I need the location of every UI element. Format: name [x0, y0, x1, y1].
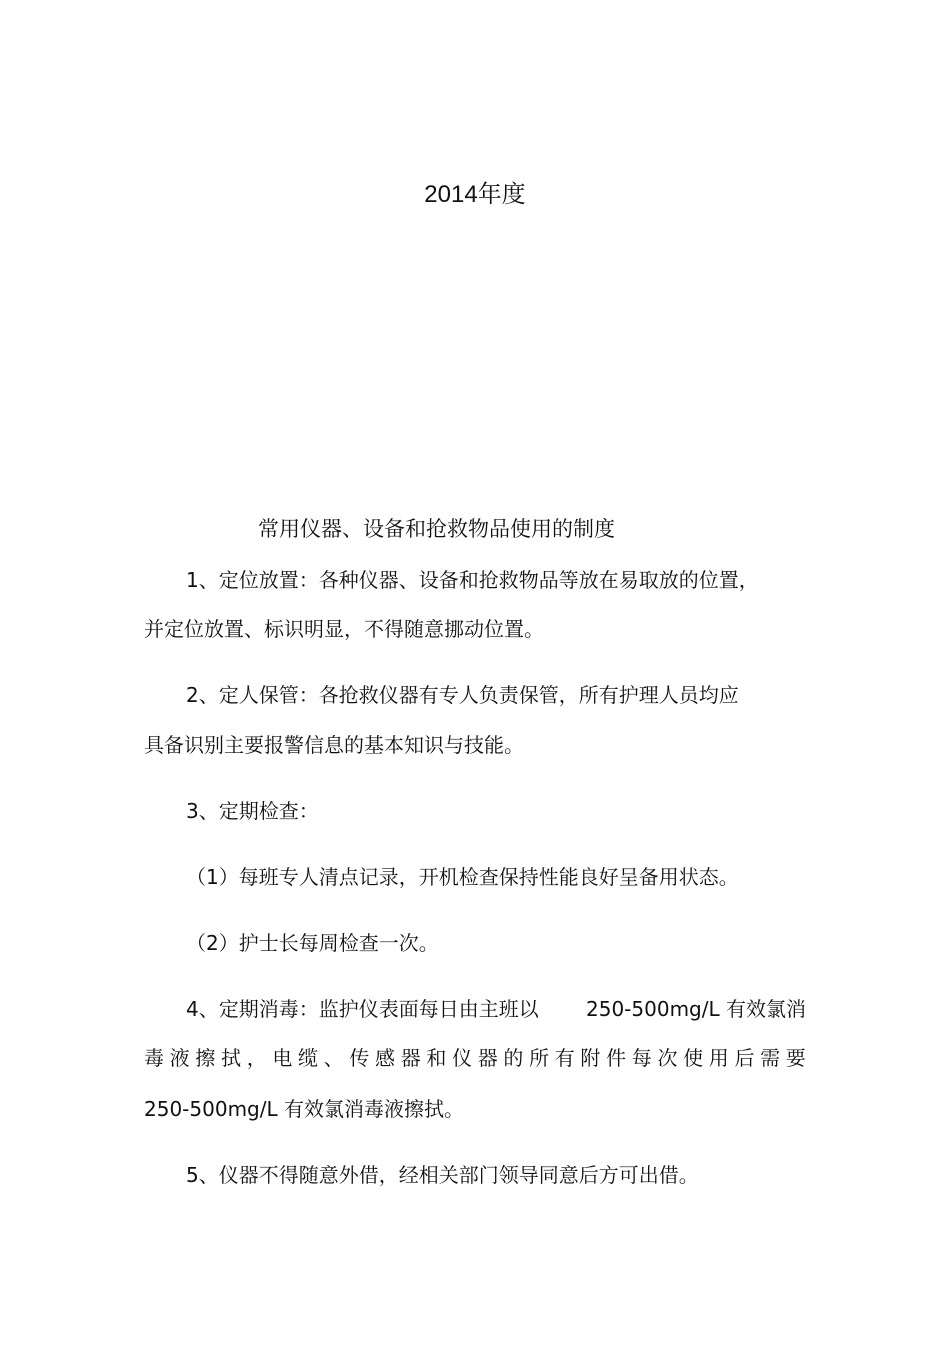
item-5-line-1: 5、仪器不得随意外借，经相关部门领导同意后方可出借。 — [186, 1163, 699, 1187]
item-2-line-2: 具备识别主要报警信息的基本知识与技能。 — [144, 733, 524, 757]
item-4-line-1-a: 4、定期消毒：监护仪表面每日由主班以 — [186, 997, 539, 1021]
document-title: 常用仪器、设备和抢救物品使用的制度 — [258, 517, 615, 541]
item-3-sub-1: （1）每班专人清点记录，开机检查保持性能良好呈备用状态。 — [186, 865, 739, 889]
item-4-line-1-b: 250-500mg/L 有效氯消 — [586, 997, 806, 1021]
item-1-line-2: 并定位放置、标识明显，不得随意挪动位置。 — [144, 617, 544, 641]
year-heading: 2014年度 — [424, 181, 526, 208]
item-4-line-2: 毒 液 擦 拭 ， 电 缆 、 传 感 器 和 仪 器 的 所 有 附 件 每 次 使 用 后 需 要 — [144, 1046, 806, 1070]
item-4-line-3: 250-500mg/L 有效氯消毒液擦拭。 — [144, 1097, 464, 1121]
item-3-heading: 3、定期检查： — [186, 799, 319, 823]
item-1-line-1: 1、定位放置：各种仪器、设备和抢救物品等放在易取放的位置， — [186, 568, 759, 592]
item-2-line-1: 2、定人保管：各抢救仪器有专人负责保管，所有护理人员均应 — [186, 683, 739, 707]
item-3-sub-2: （2）护士长每周检查一次。 — [186, 931, 439, 955]
